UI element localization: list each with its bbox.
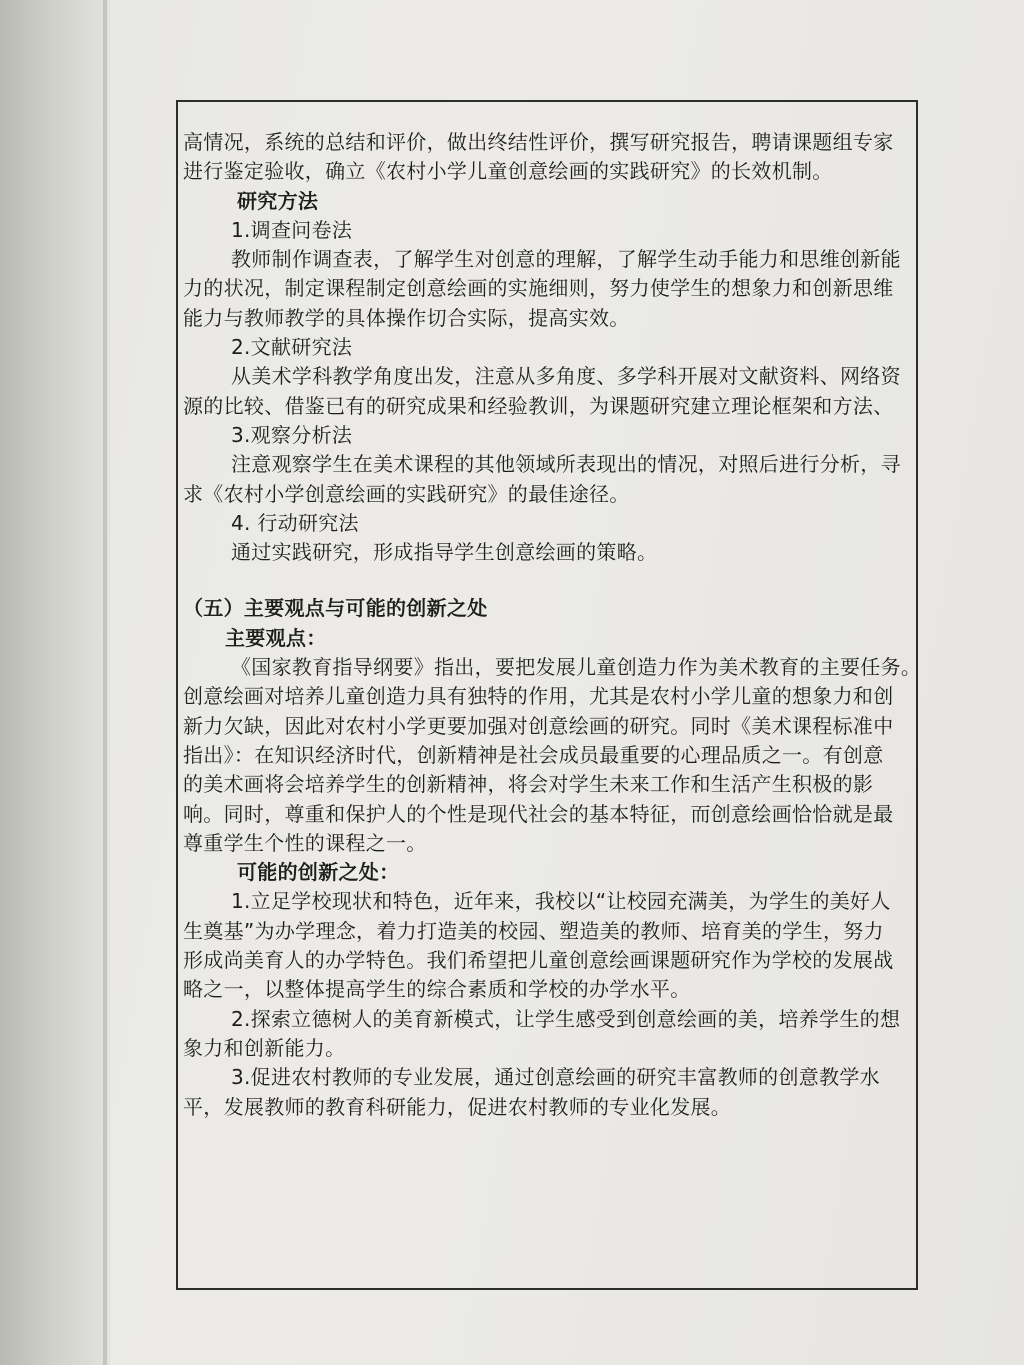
section-heading: （五）主要观点与可能的创新之处 (183, 596, 488, 621)
method-title: 1.调查问卷法 (231, 217, 353, 242)
body-line: 响。同时，尊重和保护人的个性是现代社会的基本特征，而创意绘画恰恰就是最 (183, 801, 894, 826)
body-line: 3.促进农村教师的专业发展，通过创意绘画的研究丰富教师的创意教学水 (231, 1065, 880, 1090)
body-line: 2.探索立德树人的美育新模式，让学生感受到创意绘画的美，培养学生的想 (231, 1006, 901, 1031)
body-line: 象力和创新能力。 (183, 1035, 346, 1060)
heading-innovations: 可能的创新之处： (237, 860, 400, 885)
method-title: 2.文献研究法 (231, 335, 353, 360)
heading-research-methods: 研究方法 (237, 188, 319, 213)
body-line: 生奠基”为办学理念，着力打造美的校园、塑造美的教师、培育美的学生，努力 (183, 918, 884, 943)
body-line: 《国家教育指导纲要》指出，要把发展儿童创造力作为美术教育的主要任务。 (231, 655, 922, 680)
body-line: 求《农村小学创意绘画的实践研究》的最佳途径。 (183, 481, 630, 506)
body-line: 平，发展教师的教育科研能力，促进农村教师的专业化发展。 (183, 1094, 732, 1119)
book-spine-shadow (0, 0, 110, 1365)
heading-main-points: 主要观点： (225, 625, 327, 650)
body-line: 的美术画将会培养学生的创新精神，将会对学生未来工作和生活产生积极的影 (183, 772, 874, 797)
method-title: 4. 行动研究法 (231, 510, 359, 535)
body-line: 从美术学科教学角度出发，注意从多角度、多学科开展对文献资料、网络资 (231, 364, 901, 389)
body-line: 注意观察学生在美术课程的其他领域所表现出的情况，对照后进行分析，寻 (231, 452, 901, 477)
body-line: 尊重学生个性的课程之一。 (183, 830, 427, 855)
body-line: 力的状况，制定课程制定创意绘画的实施细则，努力使学生的想象力和创新思维 (183, 276, 894, 301)
body-line: 通过实践研究，形成指导学生创意绘画的策略。 (231, 540, 658, 565)
body-line: 源的比较、借鉴已有的研究成果和经验教训，为课题研究建立理论框架和方法、 (183, 393, 894, 418)
body-line: 1.立足学校现状和特色，近年来，我校以“让校园充满美，为学生的美好人 (231, 889, 891, 914)
body-line: 形成尚美育人的办学特色。我们希望把儿童创意绘画课题研究作为学校的发展战 (183, 948, 894, 973)
body-line: 教师制作调查表，了解学生对创意的理解，了解学生动手能力和思维创新能 (231, 247, 901, 272)
body-line: 创意绘画对培养儿童创造力具有独特的作用，尤其是农村小学儿童的想象力和创 (183, 684, 894, 709)
page-fold-line (103, 0, 107, 1365)
body-line: 略之一，以整体提高学生的综合素质和学校的办学水平。 (183, 977, 691, 1002)
body-line: 新力欠缺，因此对农村小学更要加强对创意绘画的研究。同时《美术课程标准中 (183, 713, 894, 738)
document-body (183, 128, 923, 1122)
section-gap (183, 567, 923, 594)
body-line: 高情况，系统的总结和评价，做出终结性评价，撰写研究报告，聘请课题组专家 (183, 130, 894, 154)
body-line: 能力与教师教学的具体操作切合实际，提高实效。 (183, 305, 630, 330)
body-line: 指出》：在知识经济时代，创新精神是社会成员最重要的心理品质之一。有创意 (183, 742, 884, 767)
method-title: 3.观察分析法 (231, 422, 353, 447)
body-line: 进行鉴定验收，确立《农村小学儿童创意绘画的实践研究》的长效机制。 (183, 159, 833, 184)
